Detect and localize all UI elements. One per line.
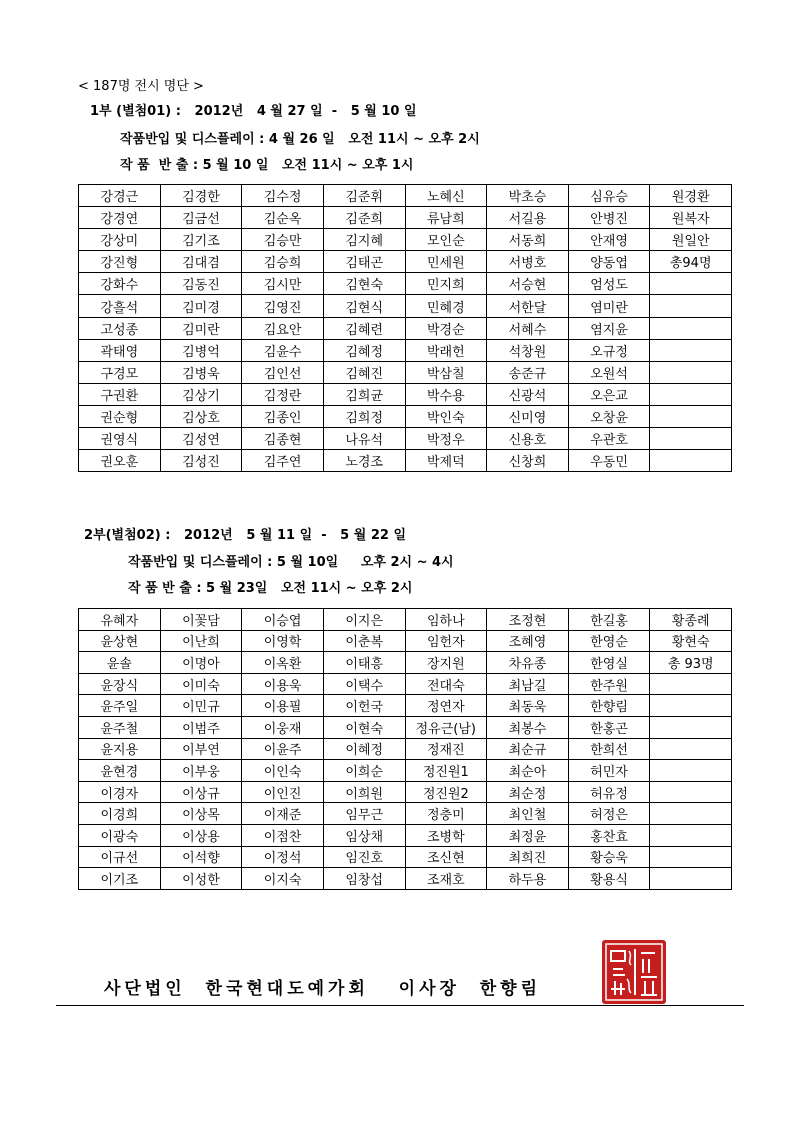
name-cell: 곽태영 [79, 339, 161, 361]
name-cell: 한희선 [568, 738, 650, 760]
part1-heading: 1부 (별첨01) : 2012년 4 월 27 일 - 5 월 10 일 [90, 104, 417, 119]
name-cell: 윤주철 [79, 716, 161, 738]
name-cell: 김성진 [160, 450, 242, 472]
table-row [79, 824, 732, 846]
part1-pickup-schedule: 작 품 반 출 : 5 월 10 일 오전 11시 ~ 오후 1시 [120, 158, 414, 173]
table-row [79, 846, 732, 868]
name-cell: 김지혜 [323, 229, 405, 251]
name-cell: 이범주 [160, 716, 242, 738]
name-cell: 최순정 [487, 781, 569, 803]
name-cell: 신창희 [487, 450, 569, 472]
name-cell [650, 781, 732, 803]
name-cell: 이인진 [242, 781, 324, 803]
name-cell: 김준희 [323, 207, 405, 229]
name-cell: 김영진 [242, 295, 324, 317]
part2-pickup-schedule: 작 품 반 출 : 5 월 23일 오전 11시 ~ 오후 2시 [128, 581, 413, 596]
name-cell: 강상미 [79, 229, 161, 251]
name-cell: 원경환 [650, 185, 732, 207]
name-cell: 신광석 [487, 383, 569, 405]
name-cell: 한영순 [568, 630, 650, 652]
table-row [79, 317, 732, 339]
name-cell: 윤상현 [79, 630, 161, 652]
name-cell: 이기조 [79, 868, 161, 890]
name-cell: 민지희 [405, 273, 487, 295]
name-cell: 김희균 [323, 383, 405, 405]
name-cell: 류남희 [405, 207, 487, 229]
name-cell: 심유승 [568, 185, 650, 207]
name-cell [650, 450, 732, 472]
name-cell: 서한달 [487, 295, 569, 317]
table-row [79, 868, 732, 890]
name-cell: 오규정 [568, 339, 650, 361]
name-cell: 하두용 [487, 868, 569, 890]
name-cell: 모인순 [405, 229, 487, 251]
name-cell: 강진형 [79, 251, 161, 273]
seal-stamp-icon [601, 939, 667, 1005]
name-cell: 이태흥 [323, 652, 405, 674]
name-cell: 서길용 [487, 207, 569, 229]
name-cell: 임상채 [323, 824, 405, 846]
table-row [79, 673, 732, 695]
name-cell: 이지은 [323, 609, 405, 631]
name-cell: 최순규 [487, 738, 569, 760]
name-cell: 민혜경 [405, 295, 487, 317]
name-cell: 정충미 [405, 803, 487, 825]
name-cell [650, 846, 732, 868]
name-cell: 서병호 [487, 251, 569, 273]
name-cell: 김정란 [242, 383, 324, 405]
name-cell [650, 428, 732, 450]
name-cell: 김수정 [242, 185, 324, 207]
name-cell: 노혜신 [405, 185, 487, 207]
name-cell: 김윤수 [242, 339, 324, 361]
name-cell: 이희원 [323, 781, 405, 803]
name-cell: 석창원 [487, 339, 569, 361]
name-cell: 박수용 [405, 383, 487, 405]
name-cell: 이현숙 [323, 716, 405, 738]
name-cell: 차유종 [487, 652, 569, 674]
name-cell: 총 93명 [650, 652, 732, 674]
name-cell: 최인철 [487, 803, 569, 825]
organization-signature: 사단법인 한국현대도예가회 이사장 한향림 [104, 979, 542, 999]
name-cell: 민세원 [405, 251, 487, 273]
name-cell: 정유근(남) [405, 716, 487, 738]
name-cell: 강경연 [79, 207, 161, 229]
name-cell: 권오훈 [79, 450, 161, 472]
name-cell: 강경근 [79, 185, 161, 207]
name-cell: 엄성도 [568, 273, 650, 295]
name-cell: 조정현 [487, 609, 569, 631]
name-cell [650, 405, 732, 427]
table-row [79, 339, 732, 361]
table-row [79, 295, 732, 317]
name-cell: 김동진 [160, 273, 242, 295]
name-cell: 윤주일 [79, 695, 161, 717]
name-cell [650, 339, 732, 361]
table-row [79, 207, 732, 229]
name-cell: 박제덕 [405, 450, 487, 472]
name-cell: 윤장식 [79, 673, 161, 695]
name-cell: 최봉수 [487, 716, 569, 738]
name-cell: 김금선 [160, 207, 242, 229]
table-row [79, 609, 732, 631]
name-cell [650, 361, 732, 383]
name-cell: 이영학 [242, 630, 324, 652]
name-cell: 김병욱 [160, 361, 242, 383]
table-row [79, 630, 732, 652]
name-cell: 최희진 [487, 846, 569, 868]
name-cell: 정연자 [405, 695, 487, 717]
name-cell: 전대숙 [405, 673, 487, 695]
name-cell: 조신현 [405, 846, 487, 868]
list-title: < 187명 전시 명단 > [78, 79, 204, 94]
name-cell: 이용필 [242, 695, 324, 717]
name-cell: 한길홍 [568, 609, 650, 631]
name-cell: 윤솔 [79, 652, 161, 674]
name-cell: 이인숙 [242, 760, 324, 782]
table-row [79, 716, 732, 738]
name-cell: 이규선 [79, 846, 161, 868]
name-cell: 김미경 [160, 295, 242, 317]
name-cell: 임무근 [323, 803, 405, 825]
name-cell [650, 295, 732, 317]
name-cell: 송준규 [487, 361, 569, 383]
name-cell: 서동희 [487, 229, 569, 251]
name-cell: 황승욱 [568, 846, 650, 868]
name-cell: 김혜진 [323, 361, 405, 383]
name-cell: 이광숙 [79, 824, 161, 846]
name-cell: 김태곤 [323, 251, 405, 273]
name-cell: 강화수 [79, 273, 161, 295]
table-row [79, 229, 732, 251]
name-cell: 조혜영 [487, 630, 569, 652]
name-cell: 정진원1 [405, 760, 487, 782]
name-cell: 이점찬 [242, 824, 324, 846]
name-cell: 서혜수 [487, 317, 569, 339]
table-row [79, 652, 732, 674]
name-cell: 이난희 [160, 630, 242, 652]
name-cell: 이부연 [160, 738, 242, 760]
table-row [79, 781, 732, 803]
name-cell: 김상호 [160, 405, 242, 427]
name-cell: 고성종 [79, 317, 161, 339]
table-row [79, 251, 732, 273]
table-row [79, 405, 732, 427]
name-cell: 김승희 [242, 251, 324, 273]
name-cell: 정진원2 [405, 781, 487, 803]
name-cell: 한주원 [568, 673, 650, 695]
name-cell: 이상규 [160, 781, 242, 803]
name-cell: 유혜자 [79, 609, 161, 631]
name-cell: 원복자 [650, 207, 732, 229]
name-cell: 김대겸 [160, 251, 242, 273]
name-cell: 윤지용 [79, 738, 161, 760]
name-cell [650, 317, 732, 339]
name-cell: 김경한 [160, 185, 242, 207]
name-cell: 이지숙 [242, 868, 324, 890]
name-cell: 안재영 [568, 229, 650, 251]
name-cell [650, 760, 732, 782]
name-cell: 박인숙 [405, 405, 487, 427]
name-cell: 이꽃담 [160, 609, 242, 631]
name-cell: 최순아 [487, 760, 569, 782]
name-cell: 황종례 [650, 609, 732, 631]
name-cell: 박정우 [405, 428, 487, 450]
name-cell [650, 273, 732, 295]
name-cell [650, 383, 732, 405]
name-cell: 김시만 [242, 273, 324, 295]
name-cell: 임헌자 [405, 630, 487, 652]
part2-name-table [78, 608, 732, 890]
name-cell: 허민자 [568, 760, 650, 782]
name-cell: 이택수 [323, 673, 405, 695]
name-cell: 원일안 [650, 229, 732, 251]
name-cell: 박래헌 [405, 339, 487, 361]
name-cell: 김주연 [242, 450, 324, 472]
name-cell: 김현숙 [323, 273, 405, 295]
name-cell: 우동민 [568, 450, 650, 472]
name-cell: 이헌국 [323, 695, 405, 717]
name-cell: 이재준 [242, 803, 324, 825]
name-cell [650, 868, 732, 890]
table-row [79, 450, 732, 472]
name-cell: 신용호 [487, 428, 569, 450]
name-cell: 이춘복 [323, 630, 405, 652]
name-cell: 장지원 [405, 652, 487, 674]
name-cell: 구권환 [79, 383, 161, 405]
name-cell: 김혜정 [323, 339, 405, 361]
name-cell: 김승만 [242, 229, 324, 251]
name-cell: 황용식 [568, 868, 650, 890]
part1-setup-schedule: 작품반입 및 디스플레이 : 4 월 26 일 오전 11시 ~ 오후 2시 [120, 132, 480, 147]
name-cell: 서승현 [487, 273, 569, 295]
name-cell: 한향림 [568, 695, 650, 717]
name-cell: 허정은 [568, 803, 650, 825]
name-cell: 김순옥 [242, 207, 324, 229]
name-cell: 이석향 [160, 846, 242, 868]
table-row [79, 428, 732, 450]
table-row [79, 803, 732, 825]
name-cell: 김병억 [160, 339, 242, 361]
name-cell: 홍찬효 [568, 824, 650, 846]
table-row [79, 738, 732, 760]
name-cell: 김현식 [323, 295, 405, 317]
name-cell: 최남길 [487, 673, 569, 695]
name-cell: 이승엽 [242, 609, 324, 631]
name-cell: 오은교 [568, 383, 650, 405]
name-cell: 염미란 [568, 295, 650, 317]
name-cell: 이부웅 [160, 760, 242, 782]
name-cell: 이윤주 [242, 738, 324, 760]
name-cell: 김종현 [242, 428, 324, 450]
name-cell: 김기조 [160, 229, 242, 251]
name-cell: 최정윤 [487, 824, 569, 846]
name-cell: 김준휘 [323, 185, 405, 207]
name-cell: 안병진 [568, 207, 650, 229]
name-cell: 신미영 [487, 405, 569, 427]
name-cell: 염지윤 [568, 317, 650, 339]
name-cell: 이명아 [160, 652, 242, 674]
name-cell: 노경조 [323, 450, 405, 472]
name-cell: 강흘석 [79, 295, 161, 317]
name-cell: 김상기 [160, 383, 242, 405]
name-cell: 조재호 [405, 868, 487, 890]
name-cell [650, 716, 732, 738]
name-cell: 이혜정 [323, 738, 405, 760]
name-cell: 이용욱 [242, 673, 324, 695]
name-cell [650, 738, 732, 760]
name-cell [650, 803, 732, 825]
name-cell: 김성연 [160, 428, 242, 450]
name-cell: 이경희 [79, 803, 161, 825]
name-cell: 이희순 [323, 760, 405, 782]
name-cell: 이상목 [160, 803, 242, 825]
table-row [79, 273, 732, 295]
name-cell: 임진호 [323, 846, 405, 868]
name-cell: 우관호 [568, 428, 650, 450]
name-cell: 조병학 [405, 824, 487, 846]
name-cell: 이민규 [160, 695, 242, 717]
name-cell: 김종인 [242, 405, 324, 427]
name-cell: 최동욱 [487, 695, 569, 717]
name-cell: 임하나 [405, 609, 487, 631]
table-row [79, 695, 732, 717]
name-cell: 양동엽 [568, 251, 650, 273]
name-cell [650, 824, 732, 846]
name-cell: 나유석 [323, 428, 405, 450]
name-cell: 권순형 [79, 405, 161, 427]
name-cell: 권영식 [79, 428, 161, 450]
name-cell: 황현숙 [650, 630, 732, 652]
name-cell: 김요안 [242, 317, 324, 339]
name-cell: 김희정 [323, 405, 405, 427]
name-cell: 임창섭 [323, 868, 405, 890]
table-row [79, 383, 732, 405]
name-cell: 이미숙 [160, 673, 242, 695]
part2-heading: 2부(별첨02) : 2012년 5 월 11 일 - 5 월 22 일 [84, 528, 406, 543]
name-cell: 이경자 [79, 781, 161, 803]
name-cell: 한영실 [568, 652, 650, 674]
name-cell: 김인선 [242, 361, 324, 383]
name-cell: 윤현경 [79, 760, 161, 782]
name-cell: 이옥환 [242, 652, 324, 674]
name-cell [650, 673, 732, 695]
name-cell: 이웅재 [242, 716, 324, 738]
part2-setup-schedule: 작품반입 및 디스플레이 : 5 월 10일 오후 2시 ~ 4시 [128, 555, 454, 570]
name-cell: 이성한 [160, 868, 242, 890]
name-cell: 총94명 [650, 251, 732, 273]
name-cell: 정재진 [405, 738, 487, 760]
footer-divider [56, 1005, 744, 1006]
name-cell: 이상용 [160, 824, 242, 846]
table-row [79, 760, 732, 782]
name-cell: 허유정 [568, 781, 650, 803]
name-cell: 한홍곤 [568, 716, 650, 738]
name-cell: 박초승 [487, 185, 569, 207]
part1-name-table [78, 184, 732, 472]
name-cell: 이정석 [242, 846, 324, 868]
name-cell: 구경모 [79, 361, 161, 383]
table-row [79, 361, 732, 383]
name-cell: 박삼칠 [405, 361, 487, 383]
name-cell: 오창윤 [568, 405, 650, 427]
table-row [79, 185, 732, 207]
name-cell: 김미란 [160, 317, 242, 339]
name-cell [650, 695, 732, 717]
name-cell: 오원석 [568, 361, 650, 383]
name-cell: 김혜련 [323, 317, 405, 339]
name-cell: 박경순 [405, 317, 487, 339]
